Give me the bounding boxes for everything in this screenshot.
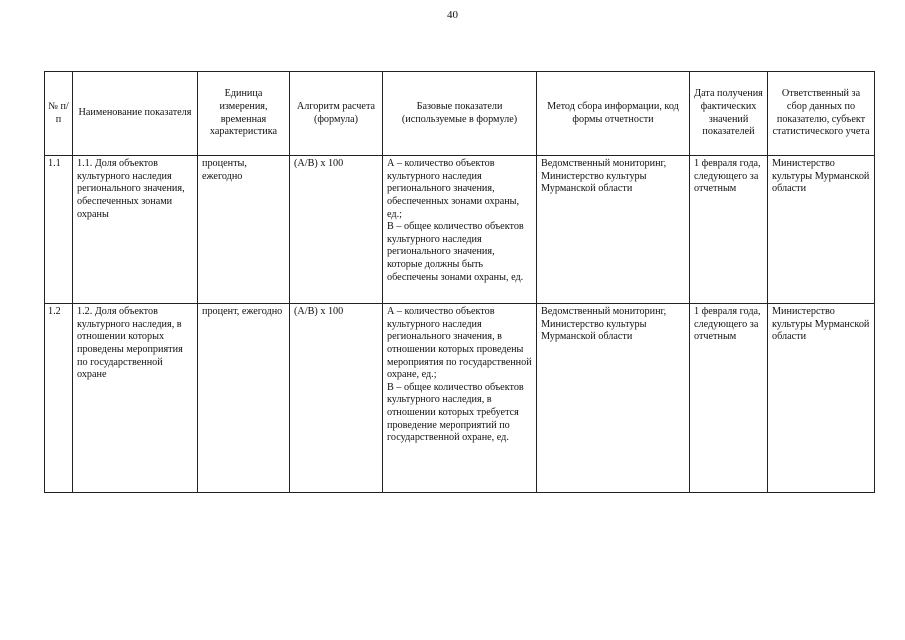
- base-indicator-b: В – общее количество объектов культурного наследия регионального значения, которые должны быть обеспечены зонами охраны, ед.: [387, 221, 524, 283]
- base-indicators-cell: [383, 156, 537, 304]
- header-date: Дата получения фактических значений показателей: [690, 72, 768, 156]
- header-num: № п/п: [45, 72, 73, 156]
- header-unit: Единица измерения, временная характеристика: [198, 72, 290, 156]
- indicator-name: 1.2. Доля объектов культурного наследия, в отношении которых проведены мероприятия по государственной охране: [73, 304, 198, 493]
- table-row: [45, 304, 875, 493]
- indicator-unit: процент, ежегодно: [198, 304, 290, 493]
- responsible-body: Министерство культуры Мурманской области: [768, 156, 875, 304]
- base-indicators-cell: [383, 304, 537, 493]
- header-formula: Алгоритм расчета (формула): [290, 72, 383, 156]
- table-header-row: [45, 72, 875, 156]
- page-number: 40: [447, 9, 458, 21]
- indicators-table: [44, 71, 875, 493]
- collection-method: Ведомственный мониторинг, Министерство культуры Мурманской области: [537, 156, 690, 304]
- base-indicator-a: А – количество объектов культурного наследия регионального значения, обеспеченных зонами охраны, ед.;: [387, 158, 520, 220]
- data-date: 1 февраля года, следующего за отчетным: [690, 304, 768, 493]
- table-row: [45, 156, 875, 304]
- collection-method: Ведомственный мониторинг, Министерство культуры Мурманской области: [537, 304, 690, 493]
- indicator-name: 1.1. Доля объектов культурного наследия регионального значения, обеспеченных зонами охраны: [73, 156, 198, 304]
- responsible-body: Министерство культуры Мурманской области: [768, 304, 875, 493]
- indicator-unit: проценты, ежегодно: [198, 156, 290, 304]
- row-number: 1.2: [45, 304, 73, 493]
- header-name: Наименование показателя: [73, 72, 198, 156]
- base-indicator-b: В – общее количество объектов культурного наследия, в отношении которых требуется проведение мероприятий по государственной охране, ед.: [387, 381, 524, 444]
- base-indicator-a: А – количество объектов культурного наследия регионального значения, в отношении которых проведены мероприятия по государственной охране, ед.;: [387, 306, 532, 381]
- row-number: 1.1: [45, 156, 73, 304]
- indicator-formula: (А/В) х 100: [290, 156, 383, 304]
- header-method: Метод сбора информации, код формы отчетности: [537, 72, 690, 156]
- header-responsible: Ответственный за сбор данных по показателю, субъект статистического учета: [768, 72, 875, 156]
- data-date: 1 февраля года, следующего за отчетным: [690, 156, 768, 304]
- header-base-indicators: Базовые показатели (используемые в формуле): [383, 72, 537, 156]
- indicator-formula: (А/В) х 100: [290, 304, 383, 493]
